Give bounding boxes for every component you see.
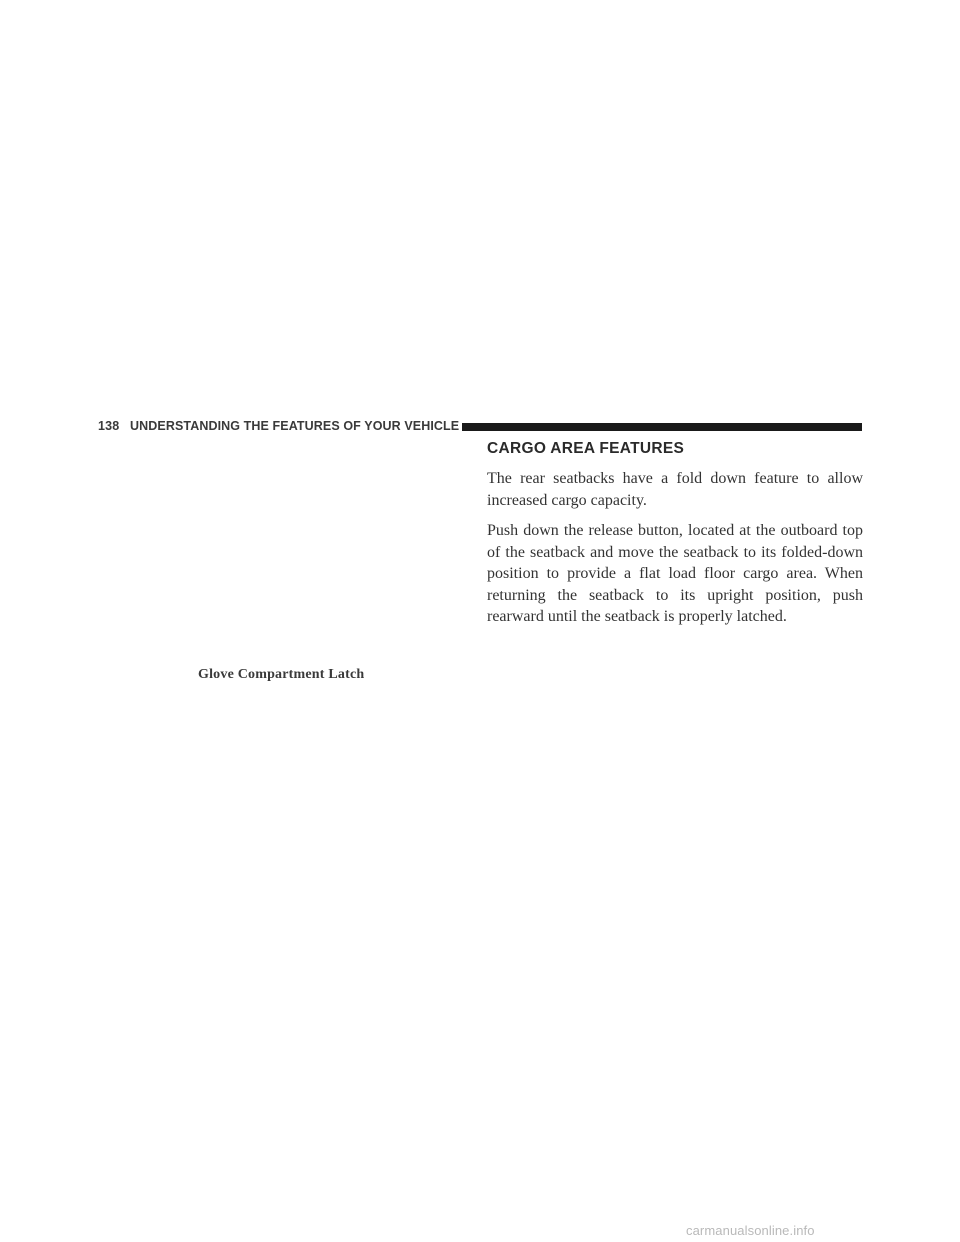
figure-caption: Glove Compartment Latch [198, 667, 365, 682]
section-title: UNDERSTANDING THE FEATURES OF YOUR VEHICLE [130, 419, 460, 433]
right-column [487, 440, 863, 637]
paragraph-fold-down: The rear seatbacks have a fold down feature to allow increased cargo capacity. [487, 470, 863, 509]
page-number: 138 [98, 419, 120, 433]
page-header [98, 416, 862, 436]
watermark: carmanualsonline.info [686, 1223, 815, 1238]
paragraph-release-button: Push down the release button, located at the outboard top of the seatback and move the seatback to its folded-down position to provide a flat load floor cargo area. When returning the seatback to its upright position, push rearward until the seatback is properly latched. [487, 522, 863, 625]
section-heading: CARGO AREA FEATURES [487, 440, 685, 457]
header-rule [462, 423, 862, 431]
